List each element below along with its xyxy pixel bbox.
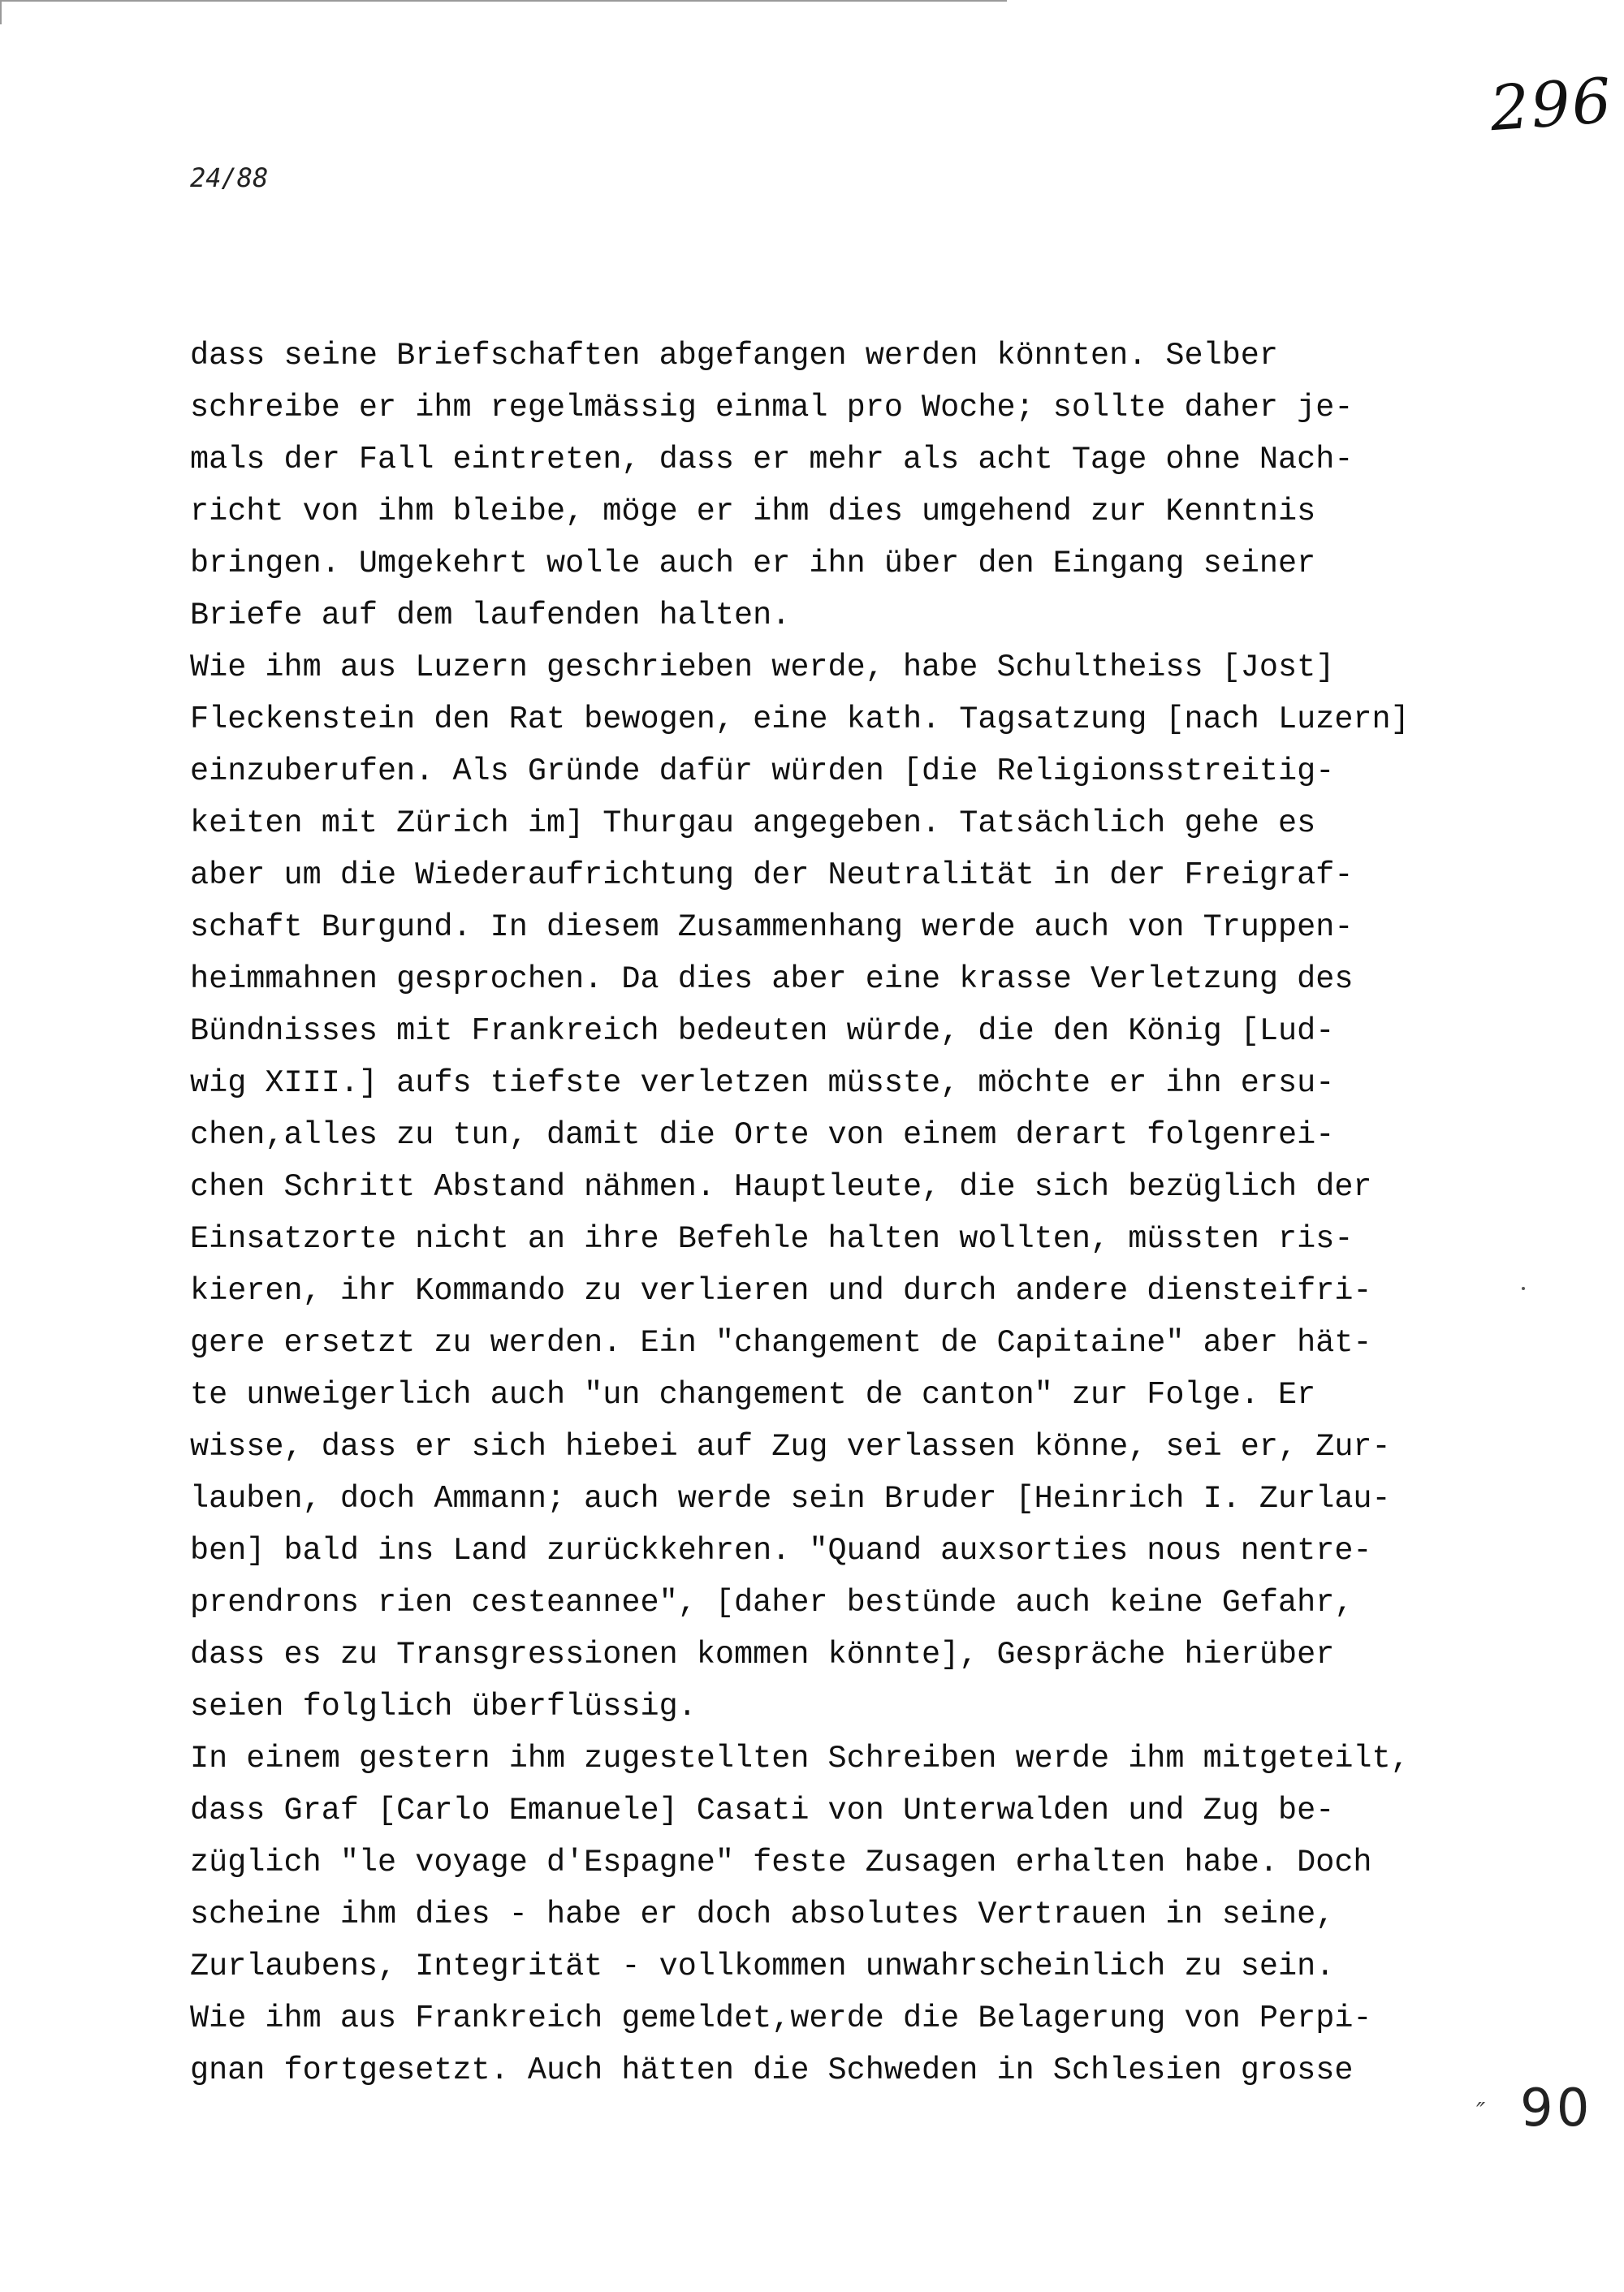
text-line: Wie ihm aus Luzern geschrieben werde, habe Schultheiss [Jost] — [190, 650, 1335, 685]
body-text — [190, 226, 1570, 2096]
text-line: In einem gestern ihm zugestellten Schreiben werde ihm mitgeteilt, — [190, 1741, 1410, 1776]
text-line: kieren, ihr Kommando zu verlieren und durch andere diensteifri- — [190, 1273, 1372, 1309]
text-line: heimmahnen gesprochen. Da dies aber eine krasse Verletzung des — [190, 961, 1354, 997]
text-line: te unweigerlich auch "un changement de canton" zur Folge. Er — [190, 1377, 1316, 1413]
text-line: dass es zu Transgressionen kommen könnte], Gespräche hierüber — [190, 1637, 1335, 1673]
text-line: lauben, doch Ammann; auch werde sein Bruder [Heinrich I. Zurlau- — [190, 1481, 1391, 1517]
text-line: gere ersetzt zu werden. Ein "changement de Capitaine" aber hät- — [190, 1325, 1372, 1361]
document-reference: 24/88 — [190, 162, 269, 193]
text-line: schaft Burgund. In diesem Zusammenhang werde auch von Truppen- — [190, 909, 1354, 945]
scan-top-border — [0, 0, 1007, 2]
text-line: einzuberufen. Als Gründe dafür würden [die Religionsstreitig- — [190, 753, 1335, 789]
text-line: ben] bald ins Land zurückkehren. "Quand auxsorties nous nentre- — [190, 1533, 1372, 1569]
text-line: scheine ihm dies - habe er doch absolutes Vertrauen in seine, — [190, 1897, 1335, 1932]
text-line: Zurlaubens, Integrität - vollkommen unwahrscheinlich zu sein. — [190, 1949, 1335, 1984]
folio-mark: ″ — [1476, 2098, 1486, 2126]
text-line: chen,alles zu tun, damit die Orte von einem derart folgenrei- — [190, 1117, 1335, 1153]
text-line: bringen. Umgekehrt wolle auch er ihn über den Eingang seiner — [190, 546, 1316, 581]
scan-left-border — [0, 0, 2, 24]
text-line: schreibe er ihm regelmässig einmal pro Woche; sollte daher je- — [190, 390, 1354, 425]
text-line: Einsatzorte nicht an ihre Befehle halten wollten, müssten ris- — [190, 1221, 1354, 1257]
margin-speck — [1522, 1287, 1525, 1290]
text-line: Bündnisses mit Frankreich bedeuten würde, die den König [Lud- — [190, 1013, 1335, 1049]
text-line: aber um die Wiederaufrichtung der Neutralität in der Freigraf- — [190, 857, 1354, 893]
text-line: keiten mit Zürich im] Thurgau angegeben. Tatsächlich gehe es — [190, 805, 1316, 841]
text-line: mals der Fall eintreten, dass er mehr als acht Tage ohne Nach- — [190, 442, 1354, 477]
text-line: richt von ihm bleibe, möge er ihm dies umgehend zur Kenntnis — [190, 494, 1316, 529]
text-line: chen Schritt Abstand nähmen. Hauptleute, die sich bezüglich der — [190, 1169, 1372, 1205]
text-line: wisse, dass er sich hiebei auf Zug verlassen könne, sei er, Zur- — [190, 1429, 1391, 1465]
text-line: züglich "le voyage d'Espagne" feste Zusagen erhalten habe. Doch — [190, 1845, 1372, 1880]
text-line: dass Graf [Carlo Emanuele] Casati von Unterwalden und Zug be- — [190, 1793, 1335, 1828]
text-line: Briefe auf dem laufenden halten. — [190, 598, 791, 633]
text-line: wig XIII.] aufs tiefste verletzen müsste, möchte er ihn ersu- — [190, 1065, 1335, 1101]
text-line: gnan fortgesetzt. Auch hätten die Schweden in Schlesien grosse — [190, 2052, 1354, 2088]
text-line: seien folglich überflüssig. — [190, 1689, 697, 1724]
handwritten-page-number: 296 — [1488, 63, 1615, 145]
text-line: Fleckenstein den Rat bewogen, eine kath. Tagsatzung [nach Luzern] — [190, 701, 1410, 737]
text-line: Wie ihm aus Frankreich gemeldet,werde die Belagerung von Perpi- — [190, 2001, 1372, 2036]
folio-number: 90 — [1520, 2078, 1593, 2139]
text-line: prendrons rien cesteannee", [daher bestünde auch keine Gefahr, — [190, 1585, 1354, 1621]
text-line: dass seine Briefschaften abgefangen werden könnten. Selber — [190, 338, 1279, 373]
